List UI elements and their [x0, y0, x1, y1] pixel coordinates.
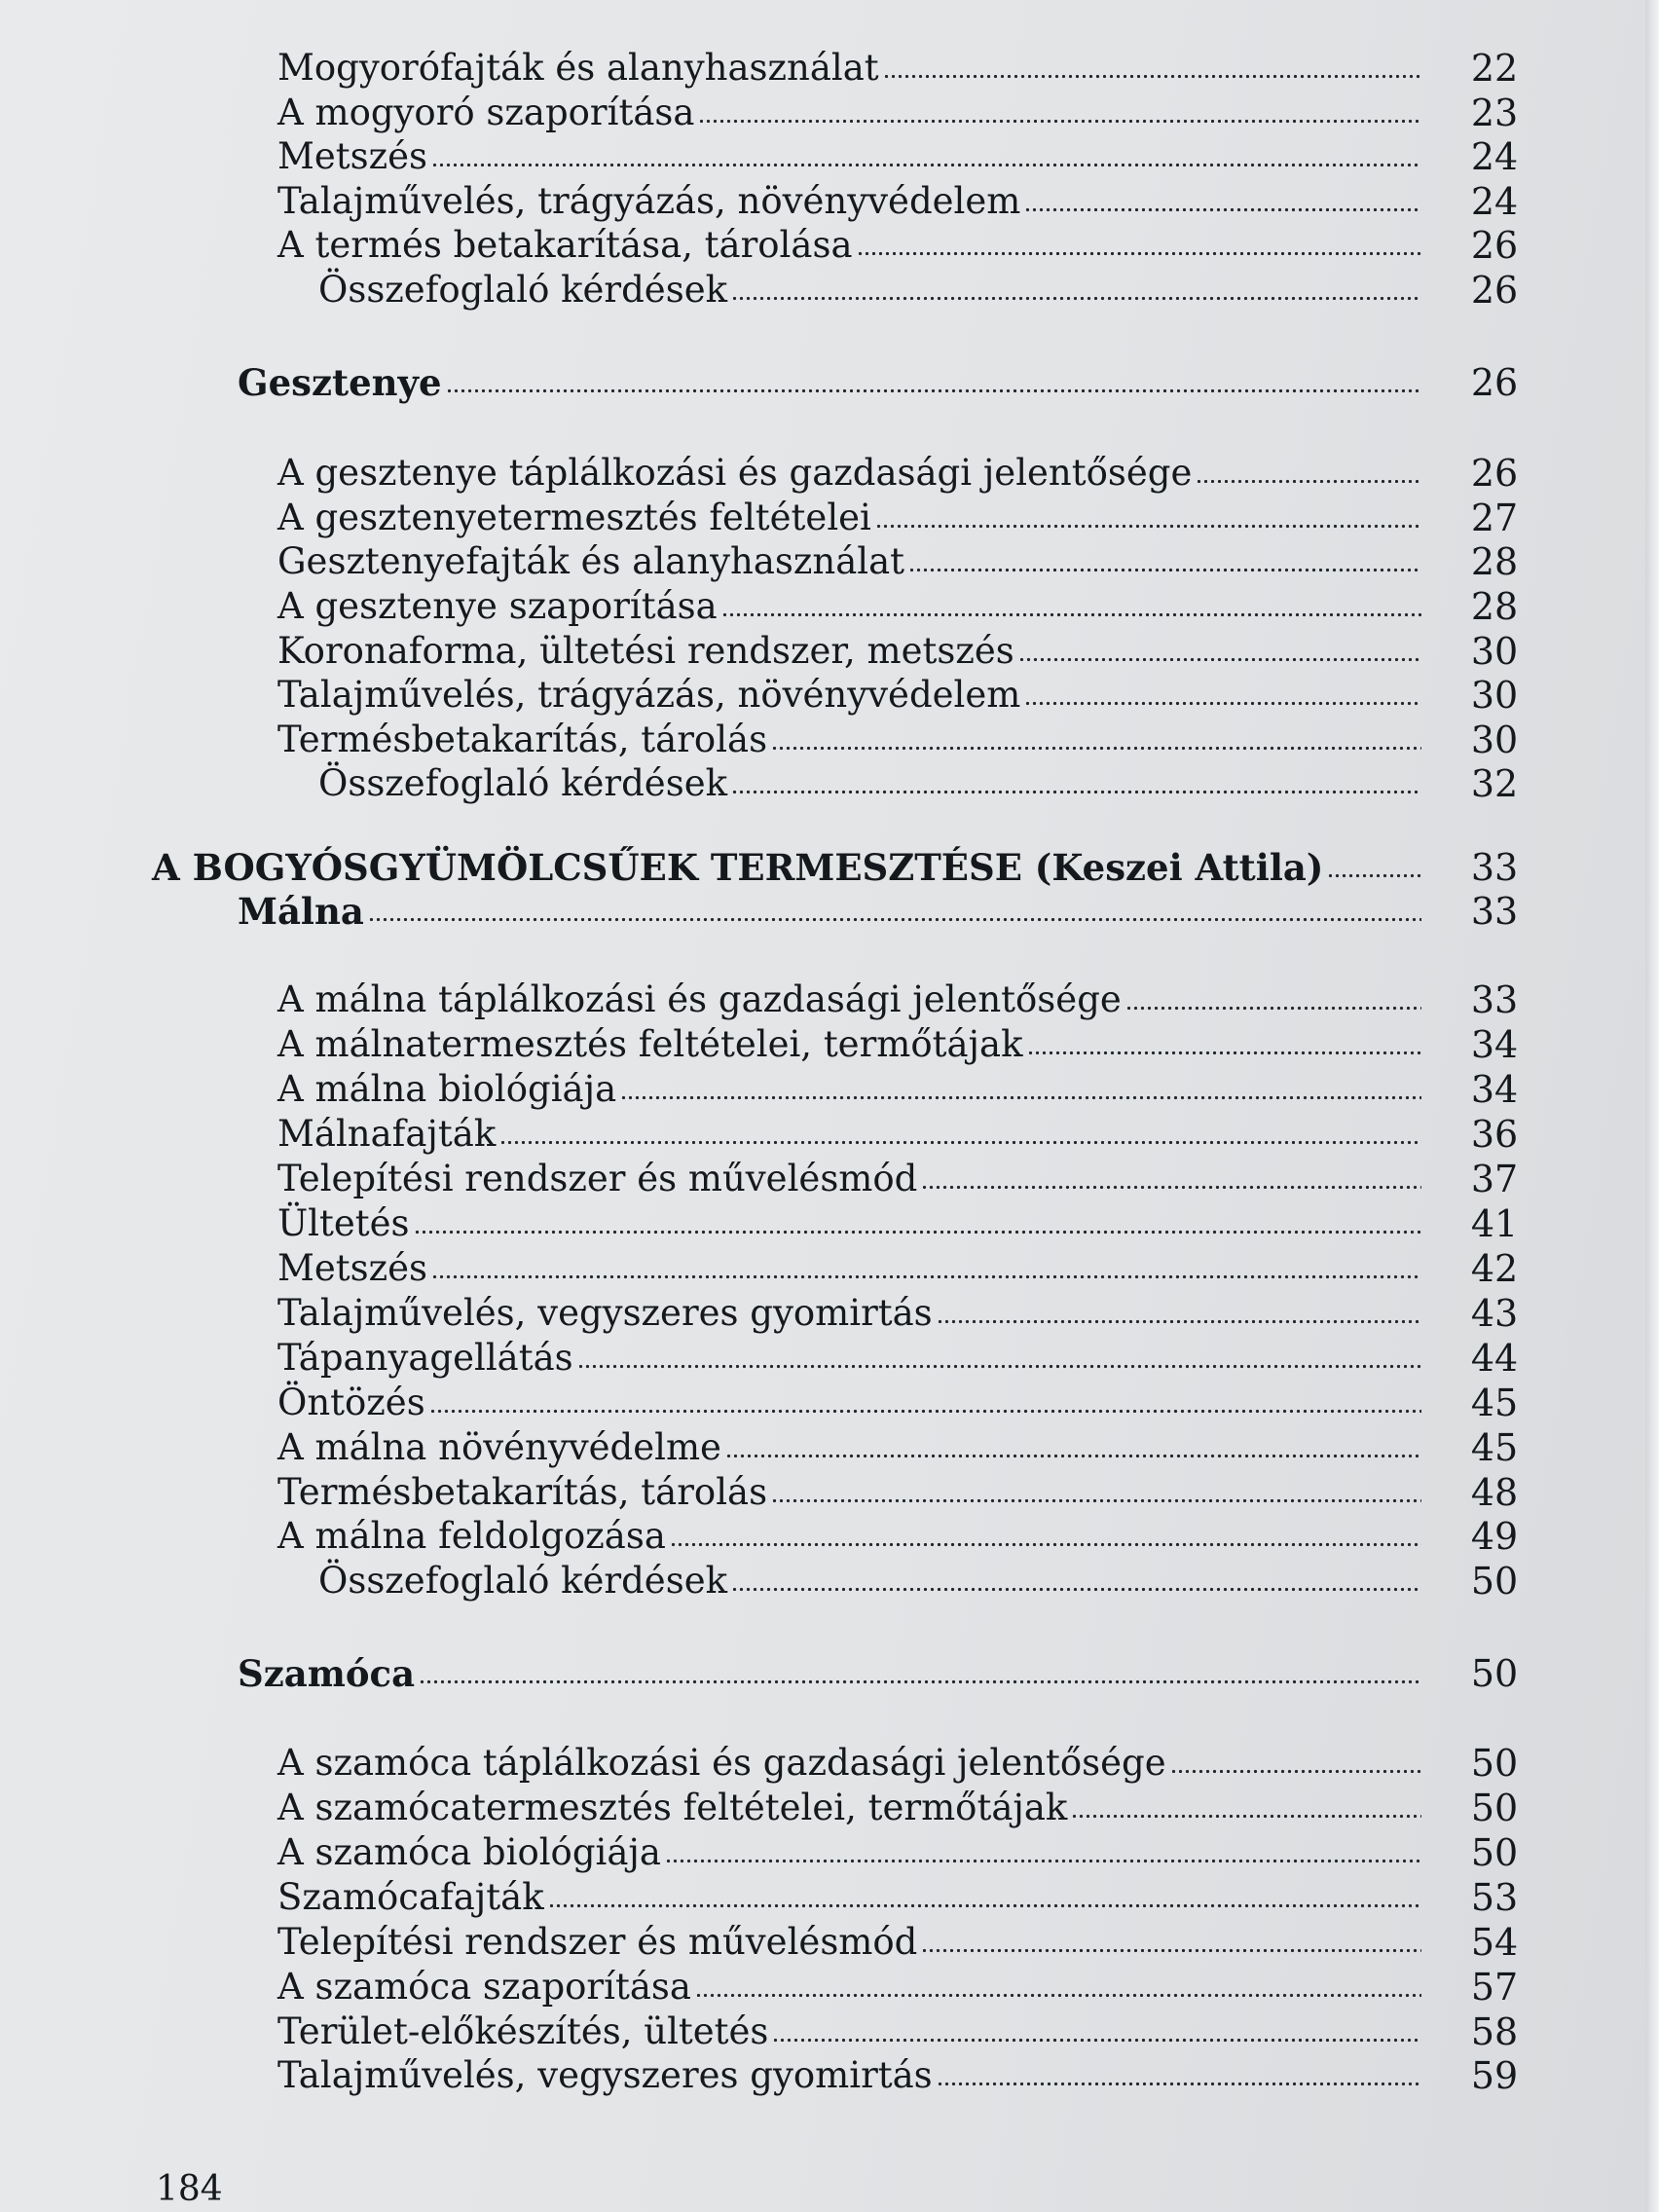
toc-entry: [277, 179, 1421, 224]
toc-entry: [277, 1965, 1421, 2009]
toc-entry-title: Metszés: [277, 1247, 428, 1289]
toc-entry-title: Összefoglaló kérdések: [318, 762, 728, 804]
toc-entry: [277, 1201, 1421, 1246]
toc-entry-page: 33: [1470, 890, 1519, 933]
toc-entry: [238, 360, 1421, 405]
dot-leader: [937, 2081, 1421, 2088]
toc-entry-title: Szamóca: [238, 1652, 416, 1695]
toc-entry-page: 50: [1470, 1787, 1519, 1829]
toc-entry-title: A málnatermesztés feltételei, termőtájak: [277, 1023, 1023, 1065]
toc-entry-title: Ültetés: [277, 1202, 410, 1244]
toc-entry: [277, 1381, 1421, 1425]
toc-entry-title: Termésbetakarítás, tárolás: [277, 719, 768, 760]
toc-entry: [277, 1786, 1421, 1830]
toc-entry-page: 27: [1470, 497, 1519, 539]
toc-entry-page: 50: [1470, 1831, 1519, 1874]
dot-leader: [883, 73, 1421, 81]
toc-entry-page: 30: [1470, 719, 1519, 761]
dot-leader: [446, 387, 1421, 395]
toc-entry-title: A mogyoró szaporítása: [277, 92, 695, 133]
dot-leader: [731, 1586, 1421, 1594]
toc-entry-page: 37: [1470, 1158, 1519, 1200]
toc-entry-title: Talajművelés, trágyázás, növényvédelem: [277, 180, 1021, 222]
toc-entry: [277, 584, 1421, 629]
toc-entry-title: Talajművelés, trágyázás, növényvédelem: [277, 674, 1021, 716]
dot-leader: [1170, 1768, 1421, 1776]
toc-entry: [152, 845, 1421, 890]
toc-entry-page: 57: [1470, 1966, 1519, 2009]
toc-entry-title: A szamócatermesztés feltételei, termőtájak: [277, 1787, 1068, 1828]
toc-entry: [277, 451, 1421, 496]
toc-entry-page: 30: [1470, 630, 1519, 673]
dot-leader: [857, 250, 1421, 258]
toc-entry-title: Terület-előkészítés, ültetés: [277, 2010, 769, 2052]
toc-entry-title: Málnafajták: [277, 1113, 497, 1155]
toc-entry-title: Metszés: [277, 135, 428, 177]
toc-entry-page: 24: [1470, 135, 1519, 178]
dot-leader: [772, 2037, 1421, 2045]
dot-leader: [771, 745, 1421, 753]
dot-leader: [1125, 1005, 1421, 1013]
dot-leader: [1024, 700, 1421, 708]
toc-entry-title: Talajművelés, vegyszeres gyomirtás: [277, 2054, 933, 2096]
toc-entry-title: Málna: [238, 890, 364, 933]
toc-entry-title: A gesztenye táplálkozási és gazdasági jelentősége: [277, 452, 1193, 494]
toc-entry-page: 48: [1470, 1471, 1519, 1514]
dot-leader: [620, 1094, 1421, 1102]
dot-leader: [670, 1541, 1421, 1549]
toc-entry-title: Gesztenye: [238, 361, 442, 404]
toc-entry: [277, 1157, 1421, 1201]
toc-entry-page: 36: [1470, 1113, 1519, 1156]
toc-entry: [318, 268, 1421, 313]
dot-leader: [721, 611, 1421, 619]
dot-leader: [414, 1229, 1421, 1236]
toc-entry: [277, 46, 1421, 91]
toc-entry: [277, 91, 1421, 135]
toc-entry-title: A szamóca szaporítása: [277, 1966, 691, 2008]
toc-entry-page: 32: [1470, 762, 1519, 805]
dot-leader: [431, 1273, 1421, 1281]
toc-entry-page: 42: [1470, 1247, 1519, 1290]
toc-entry: [277, 223, 1421, 268]
dot-leader: [698, 118, 1421, 126]
toc-entry-page: 50: [1470, 1652, 1519, 1695]
toc-entry: [238, 889, 1421, 934]
toc-entry: [277, 1067, 1421, 1112]
toc-entry-page: 33: [1470, 978, 1519, 1021]
toc-entry-page: 28: [1470, 585, 1519, 628]
toc-entry-page: 26: [1470, 361, 1519, 404]
toc-entry-page: 23: [1470, 92, 1519, 134]
dot-leader: [695, 1992, 1421, 2000]
toc-entry: [318, 761, 1421, 806]
toc-entry-page: 41: [1470, 1202, 1519, 1245]
toc-entry: [277, 1920, 1421, 1965]
toc-entry: [277, 134, 1421, 179]
toc-entry-title: Termésbetakarítás, tárolás: [277, 1471, 768, 1513]
toc-entry-page: 28: [1470, 540, 1519, 583]
dot-leader: [771, 1497, 1421, 1505]
toc-entry-page: 24: [1470, 180, 1519, 223]
toc-entry: [277, 2009, 1421, 2054]
toc-entry: [277, 629, 1421, 674]
toc-entry: [277, 1336, 1421, 1381]
toc-entry: [277, 539, 1421, 584]
toc-entry: [277, 1875, 1421, 1920]
toc-entry-page: 30: [1470, 674, 1519, 717]
toc-entry-page: 44: [1470, 1337, 1519, 1380]
toc-entry-title: A gesztenye szaporítása: [277, 585, 718, 627]
toc-entry-page: 26: [1470, 269, 1519, 312]
toc-entry-page: 50: [1470, 1742, 1519, 1785]
toc-entry-page: 33: [1470, 846, 1519, 889]
dot-leader: [1071, 1813, 1421, 1821]
toc-entry-page: 59: [1470, 2054, 1519, 2097]
dot-leader: [368, 916, 1421, 924]
toc-entry: [277, 673, 1421, 718]
toc-entry-title: A szamóca biológiája: [277, 1831, 661, 1873]
toc-entry-title: A málna táplálkozási és gazdasági jelentősége: [277, 978, 1122, 1020]
dot-leader: [921, 1947, 1421, 1955]
toc-entry-page: 53: [1470, 1876, 1519, 1919]
toc-entry-title: Mogyorófajták és alanyhasználat: [277, 47, 879, 89]
toc-entry-page: 49: [1470, 1515, 1519, 1558]
toc-entry-page: 26: [1470, 224, 1519, 267]
dot-leader: [577, 1363, 1421, 1371]
toc-entry-title: A málna növényvédelme: [277, 1426, 721, 1468]
dot-leader: [429, 1408, 1421, 1416]
toc-entry-title: Gesztenyefajták és alanyhasználat: [277, 540, 905, 582]
toc-entry: [318, 1559, 1421, 1604]
toc-entry-page: 45: [1470, 1382, 1519, 1424]
toc-entry: [277, 1830, 1421, 1875]
toc-entry-page: 54: [1470, 1921, 1519, 1964]
toc-entry-page: 26: [1470, 452, 1519, 495]
dot-leader: [548, 1902, 1421, 1910]
toc-entry-page: 43: [1470, 1292, 1519, 1335]
toc-entry-title: A málna biológiája: [277, 1068, 617, 1110]
toc-entry: [277, 1291, 1421, 1336]
toc-entry: [277, 2053, 1421, 2098]
toc-entry-title: Összefoglaló kérdések: [318, 1560, 728, 1602]
toc-entry-page: 50: [1470, 1560, 1519, 1603]
toc-entry: [277, 496, 1421, 540]
dot-leader: [908, 567, 1421, 574]
toc-entry: [277, 977, 1421, 1022]
toc-entry-title: Szamócafajták: [277, 1876, 544, 1918]
toc-entry-title: Összefoglaló kérdések: [318, 269, 728, 311]
toc-entry-title: Tápanyagellátás: [277, 1337, 573, 1379]
dot-leader: [1024, 206, 1421, 214]
toc-entry-title: Koronaforma, ültetési rendszer, metszés: [277, 630, 1014, 672]
toc-entry-page: 22: [1470, 47, 1519, 90]
toc-entry-title: Telepítési rendszer és művelésmód: [277, 1158, 918, 1199]
toc-entry-title: Telepítési rendszer és művelésmód: [277, 1921, 918, 1963]
toc-entry-page: 45: [1470, 1426, 1519, 1469]
toc-entry: [277, 1112, 1421, 1157]
toc-entry-title: A termés betakarítása, tárolása: [277, 224, 853, 266]
toc-entry-page: 34: [1470, 1068, 1519, 1111]
toc-entry: [277, 1246, 1421, 1291]
dot-leader: [875, 523, 1421, 531]
toc-entry: [277, 1470, 1421, 1515]
toc-entry: [277, 1741, 1421, 1786]
toc-entry-page: 58: [1470, 2010, 1519, 2053]
toc-entry-title: A BOGYÓSGYÜMÖLCSŰEK TERMESZTÉSE (Keszei Attila): [152, 846, 1324, 889]
dot-leader: [731, 295, 1421, 303]
toc-entry: [238, 1651, 1421, 1696]
toc-entry: [277, 1514, 1421, 1559]
dot-leader: [665, 1858, 1421, 1865]
page-number: 184: [156, 2169, 223, 2209]
toc-entry-title: A málna feldolgozása: [277, 1515, 666, 1557]
dot-leader: [731, 789, 1421, 796]
dot-leader: [921, 1184, 1421, 1192]
dot-leader: [1027, 1050, 1421, 1057]
toc-entry: [277, 1425, 1421, 1470]
toc-entry: [277, 1022, 1421, 1067]
dot-leader: [1327, 872, 1421, 880]
toc-entry-title: Öntözés: [277, 1382, 425, 1423]
dot-leader: [725, 1453, 1421, 1460]
dot-leader: [419, 1678, 1421, 1686]
toc-entry-page: 34: [1470, 1023, 1519, 1066]
dot-leader: [1196, 478, 1421, 486]
toc-entry-title: A gesztenyetermesztés feltételei: [277, 497, 871, 538]
toc-entry-title: Talajművelés, vegyszeres gyomirtás: [277, 1292, 933, 1334]
dot-leader: [937, 1318, 1421, 1326]
dot-leader: [431, 162, 1421, 169]
page-edge: [1645, 0, 1659, 2212]
dot-leader: [1018, 656, 1421, 664]
toc-entry-title: A szamóca táplálkozási és gazdasági jelentősége: [277, 1742, 1166, 1784]
dot-leader: [499, 1139, 1421, 1147]
toc-entry: [277, 718, 1421, 762]
